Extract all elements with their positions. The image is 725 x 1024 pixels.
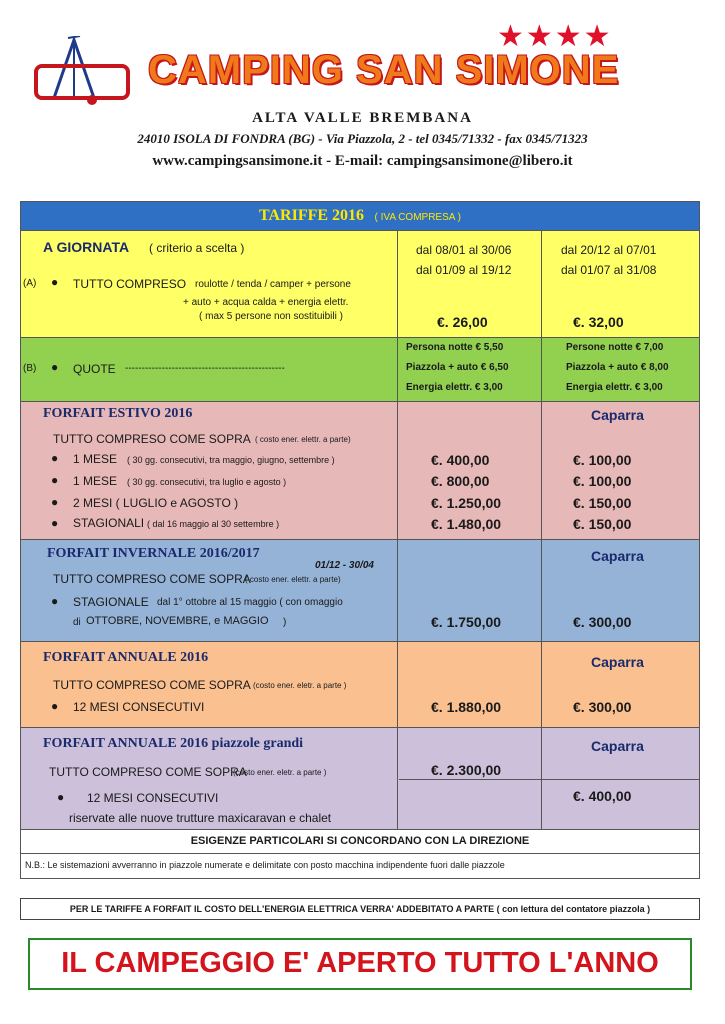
estivo-row-price: €. 1.250,00 bbox=[431, 495, 502, 511]
estivo-row-caparra: €. 150,00 bbox=[573, 516, 632, 532]
giornata-heading: A GIORNATA bbox=[43, 239, 130, 255]
annuale-sub-note: (costo ener. eletr. a parte ) bbox=[253, 681, 347, 690]
section-invernale bbox=[21, 540, 699, 642]
bullet-icon: ● bbox=[57, 790, 65, 804]
section-giornata bbox=[21, 231, 699, 338]
estivo-sub-note: ( costo ener. elettr. a parte) bbox=[255, 435, 351, 444]
estivo-heading: FORFAIT ESTIVO 2016 bbox=[43, 406, 193, 421]
estivo-row-price: €. 1.480,00 bbox=[431, 516, 502, 532]
bullet-icon: ● bbox=[51, 473, 59, 487]
grandi-price: €. 2.300,00 bbox=[431, 762, 502, 778]
invernale-line2-pre: di bbox=[73, 617, 81, 628]
estivo-row-note: ( 30 gg. consecutivi, tra luglio e agosto ) bbox=[127, 477, 287, 487]
invernale-caparra-value: €. 300,00 bbox=[573, 614, 632, 630]
tariff-subtitle: ( IVA COMPRESA ) bbox=[374, 212, 461, 223]
estivo-row-caparra: €. 100,00 bbox=[573, 473, 632, 489]
section-grandi bbox=[21, 728, 699, 830]
bullet-icon: ● bbox=[51, 516, 59, 530]
estivo-sub: TUTTO COMPRESO COME SOPRA bbox=[53, 432, 251, 446]
giornata-desc2: + auto + acqua calda + energia elettr. bbox=[183, 297, 349, 308]
low-season-dates-1: dal 08/01 al 30/06 bbox=[416, 243, 512, 257]
estivo-row-price: €. 800,00 bbox=[431, 473, 490, 489]
annuale-price: €. 1.880,00 bbox=[431, 699, 502, 715]
energy-note: PER LE TARIFFE A FORFAIT IL COSTO DELL'ENERGIA ELETTRICA VERRA' ADDEBITATO A PARTE ( con lettura del contatore piazzola ) bbox=[20, 898, 700, 920]
esigenze-text: ESIGENZE PARTICOLARI SI CONCORDANO CON LA DIREZIONE bbox=[190, 835, 530, 847]
grandi-item2: riservate alle nuove trutture maxicaravan e chalet bbox=[69, 811, 332, 825]
giornata-criterio: ( criterio a scelta ) bbox=[149, 241, 245, 255]
estivo-row-label: 1 MESE bbox=[73, 452, 118, 466]
high-season-dates-2: dal 01/07 al 31/08 bbox=[561, 263, 657, 277]
grandi-heading: FORFAIT ANNUALE 2016 piazzole grandi bbox=[43, 736, 304, 751]
high-season-price: €. 32,00 bbox=[573, 314, 624, 330]
annuale-sub: TUTTO COMPRESO COME SOPRA bbox=[53, 678, 251, 692]
grandi-caparra-label: Caparra bbox=[591, 738, 644, 754]
grandi-sub-note: (costo ener. eletr. a parte ) bbox=[233, 768, 327, 777]
estivo-row-label: STAGIONALI bbox=[73, 516, 145, 530]
bullet-icon: ● bbox=[51, 594, 59, 608]
invernale-heading: FORFAIT INVERNALE 2016/2017 bbox=[47, 546, 260, 561]
bullet-icon: ● bbox=[51, 451, 59, 465]
invernale-period: 01/12 - 30/04 bbox=[315, 560, 374, 571]
annuale-heading: FORFAIT ANNUALE 2016 bbox=[43, 650, 209, 665]
quote-high-energia: Energia elettr. € 3,00 bbox=[566, 382, 663, 393]
quote-low-piazzola: Piazzola + auto € 6,50 bbox=[406, 362, 509, 373]
esigenze-row bbox=[21, 830, 699, 854]
tariff-table bbox=[20, 201, 700, 879]
invernale-caparra-label: Caparra bbox=[591, 548, 644, 564]
low-season-price: €. 26,00 bbox=[437, 314, 488, 330]
annuale-item: 12 MESI CONSECUTIVI bbox=[73, 700, 205, 714]
quote-item: QUOTE bbox=[73, 362, 116, 376]
quote-high-piazzola: Piazzola + auto € 8,00 bbox=[566, 362, 669, 373]
estivo-row-note: ( dal 16 maggio al 30 settembre ) bbox=[147, 519, 280, 529]
bullet-icon: ● bbox=[51, 495, 59, 509]
estivo-row-label: 1 MESE bbox=[73, 474, 118, 488]
annuale-caparra-label: Caparra bbox=[591, 654, 644, 670]
tariff-title-bar bbox=[21, 202, 699, 231]
invernale-sub-note: ( costo ener. elettr. a parte) bbox=[245, 575, 341, 584]
estivo-caparra-label: Caparra bbox=[591, 407, 644, 423]
grandi-sub: TUTTO COMPRESO COME SOPRA bbox=[49, 765, 247, 779]
section-quote bbox=[21, 338, 699, 402]
open-all-year-banner: IL CAMPEGGIO E' APERTO TUTTO L'ANNO bbox=[28, 938, 692, 990]
estivo-row-caparra: €. 150,00 bbox=[573, 495, 632, 511]
estivo-row-label: 2 MESI ( LUGLIO e AGOSTO ) bbox=[73, 496, 239, 510]
high-season-dates-1: dal 20/12 al 07/01 bbox=[561, 243, 657, 257]
region-label: ALTA VALLE BREMBANA bbox=[252, 110, 473, 126]
invernale-line2-post: ) bbox=[283, 617, 287, 628]
quote-low-energia: Energia elettr. € 3,00 bbox=[406, 382, 503, 393]
camping-logo-icon bbox=[32, 36, 134, 106]
estivo-row-price: €. 400,00 bbox=[431, 452, 490, 468]
giornata-desc1: roulotte / tenda / camper + persone bbox=[195, 279, 351, 290]
bullet-icon: ● bbox=[51, 699, 59, 713]
nb-row bbox=[21, 854, 699, 878]
address-line: 24010 ISOLA DI FONDRA (BG) - Via Piazzola, 2 - tel 0345/71332 - fax 0345/71323 bbox=[137, 131, 588, 146]
bullet-icon: ● bbox=[51, 360, 59, 374]
section-estivo bbox=[21, 402, 699, 540]
quote-code: (B) bbox=[23, 363, 37, 374]
invernale-item: STAGIONALE bbox=[73, 595, 149, 609]
giornata-desc3: ( max 5 persone non sostituibili ) bbox=[199, 311, 343, 322]
nb-text: N.B.: Le sistemazioni avverranno in piazzole numerate e delimitate con posto macchina indipendente fuori dalle piazzole bbox=[25, 860, 505, 870]
quote-dashes: ------------------------------------------------ bbox=[125, 363, 285, 374]
quote-high-persona: Persone notte € 7,00 bbox=[566, 342, 664, 353]
rating-stars: ★★★★ bbox=[497, 20, 613, 53]
invernale-price: €. 1.750,00 bbox=[431, 614, 502, 630]
giornata-item: TUTTO COMPRESO bbox=[73, 277, 187, 291]
bullet-icon: ● bbox=[51, 275, 59, 289]
estivo-row-caparra: €. 100,00 bbox=[573, 452, 632, 468]
giornata-code: (A) bbox=[23, 278, 37, 289]
tariff-title: TARIFFE 2016 bbox=[259, 207, 365, 224]
brand-title: CAMPING SAN SIMONE bbox=[148, 48, 620, 92]
section-annuale bbox=[21, 642, 699, 728]
estivo-row-note: ( 30 gg. consecutivi, tra maggio, giugno, settembre ) bbox=[127, 455, 335, 465]
invernale-item-note: dal 1° ottobre al 15 maggio ( con omaggio bbox=[157, 597, 343, 608]
invernale-line2: OTTOBRE, NOVEMBRE, e MAGGIO bbox=[86, 615, 269, 627]
invernale-sub: TUTTO COMPRESO COME SOPRA bbox=[53, 572, 251, 586]
annuale-caparra-value: €. 300,00 bbox=[573, 699, 632, 715]
quote-low-persona: Persona notte € 5,50 bbox=[406, 342, 504, 353]
grandi-caparra-value: €. 400,00 bbox=[573, 788, 632, 804]
grandi-item: 12 MESI CONSECUTIVI bbox=[87, 791, 219, 805]
low-season-dates-2: dal 01/09 al 19/12 bbox=[416, 263, 512, 277]
website-email: www.campingsansimone.it - E-mail: campingsansimone@libero.it bbox=[152, 153, 573, 169]
